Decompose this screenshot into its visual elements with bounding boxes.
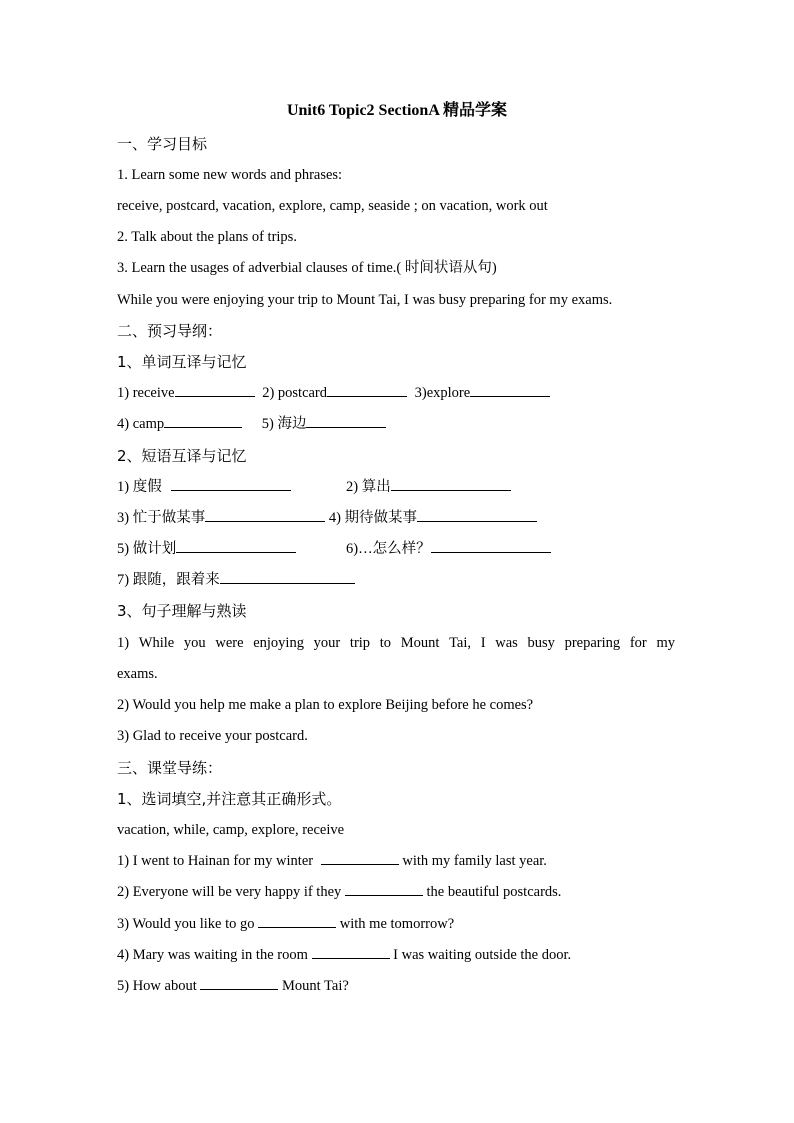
subheading-phrase-translation: 2、短语互译与记忆 [117, 447, 247, 465]
exercise-4 [117, 944, 571, 966]
phrase-item-label: 6)…怎么样？ [346, 541, 431, 557]
exercise-text: Mount Tai? [282, 978, 349, 994]
answer-blank[interactable] [312, 944, 390, 959]
sentence-word: my [656, 635, 675, 651]
exercise-text: 2) Everyone will be very happy if they [117, 884, 342, 900]
answer-blank[interactable] [470, 382, 550, 397]
phrase-item-label: 3) 忙于做某事 [117, 510, 206, 526]
sentence-1 [117, 632, 675, 654]
answer-blank[interactable] [205, 507, 325, 522]
exercise-text: the beautiful postcards. [426, 884, 562, 900]
objective-3-example: While you were enjoying your trip to Mount Tai, I was busy preparing for my exams. [117, 292, 613, 308]
section-heading-objectives: 一、学习目标 [117, 135, 208, 153]
sentence-1-continued: exams. [117, 666, 158, 682]
exercise-3 [117, 913, 454, 935]
exercise-text: with my family last year. [402, 853, 547, 869]
exercise-text: 1) I went to Hainan for my winter [117, 853, 314, 869]
exercise-text: I was waiting outside the door. [393, 947, 572, 963]
word-item-row-1 [117, 382, 550, 404]
objective-3: 3. Learn the usages of adverbial clauses of time.( 时间状语从句) [117, 260, 497, 276]
word-item-label: 3)explore [414, 385, 471, 401]
phrase-item-row-3 [117, 538, 296, 560]
phrase-item-label: 5) 做计划 [117, 541, 177, 557]
word-item-label: 4) camp [117, 416, 165, 432]
sentence-word: you [183, 635, 206, 651]
objective-2: 2. Talk about the plans of trips. [117, 229, 297, 245]
answer-blank[interactable] [327, 382, 407, 397]
section-heading-preview: 二、预习导纲： [117, 322, 223, 340]
sentence-word: busy [527, 635, 555, 651]
sentence-word: I [480, 635, 486, 651]
sentence-word: was [495, 635, 518, 651]
phrase-item-row-4 [117, 569, 355, 591]
answer-blank[interactable] [417, 507, 537, 522]
phrase-item-label: 2) 算出 [346, 479, 391, 495]
exercise-2 [117, 881, 561, 903]
sentence-word: were [215, 635, 244, 651]
exercise-text: 5) How about [117, 978, 197, 994]
answer-blank[interactable] [391, 476, 511, 491]
subheading-sentence-reading: 3、句子理解与熟读 [117, 602, 247, 620]
word-item-row-2 [117, 413, 386, 435]
phrase-item-label: 7) 跟随，跟着来 [117, 572, 220, 588]
phrase-item-row-3b [346, 538, 551, 560]
objective-1: 1. Learn some new words and phrases: [117, 167, 343, 183]
sentence-word: trip [349, 635, 371, 651]
sentence-word: your [313, 635, 341, 651]
sentence-word: 1) [117, 635, 130, 651]
sentence-word: Mount [400, 635, 440, 651]
exercise-text: 4) Mary was waiting in the room [117, 947, 308, 963]
answer-blank[interactable] [345, 881, 423, 896]
answer-blank[interactable] [176, 538, 296, 553]
sentence-word: Tai, [449, 635, 472, 651]
exercise-text: with me tomorrow? [339, 916, 455, 932]
phrase-item-label: 4) 期待做某事 [328, 510, 418, 526]
phrase-item-row-1b [346, 476, 511, 498]
answer-blank[interactable] [171, 476, 291, 491]
subheading-fill-blanks: 1、选词填空,并注意其正确形式。 [117, 790, 342, 808]
phrase-item-row-1 [117, 476, 291, 498]
subheading-word-translation: 1、单词互译与记忆 [117, 353, 247, 371]
exercise-5 [117, 975, 349, 997]
sentence-word: to [379, 635, 392, 651]
exercise-1 [117, 850, 547, 872]
sentence-3: 3) Glad to receive your postcard. [117, 728, 308, 744]
section-heading-practice: 三、课堂导练： [117, 759, 223, 777]
answer-blank[interactable] [306, 413, 386, 428]
answer-blank[interactable] [200, 975, 278, 990]
sentence-word: While [138, 635, 175, 651]
word-bank: vacation, while, camp, explore, receive [117, 822, 345, 838]
answer-blank[interactable] [220, 569, 355, 584]
word-item-label: 2) postcard [262, 385, 328, 401]
phrase-item-label: 1) 度假 [117, 479, 162, 495]
answer-blank[interactable] [164, 413, 242, 428]
word-item-label: 5) 海边 [261, 416, 307, 432]
page-title: Unit6 Topic2 SectionA 精品学案 [286, 102, 508, 119]
objective-1-vocab: receive, postcard, vacation, explore, camp, seaside ; on vacation, work out [117, 198, 548, 214]
word-item-label: 1) receive [117, 385, 175, 401]
sentence-word: for [629, 635, 647, 651]
sentence-2: 2) Would you help me make a plan to explore Beijing before he comes? [117, 697, 534, 713]
answer-blank[interactable] [321, 850, 399, 865]
answer-blank[interactable] [431, 538, 551, 553]
sentence-word: enjoying [253, 635, 304, 651]
answer-blank[interactable] [258, 913, 336, 928]
answer-blank[interactable] [175, 382, 255, 397]
phrase-item-row-2 [117, 507, 537, 529]
sentence-word: preparing [564, 635, 621, 651]
exercise-text: 3) Would you like to go [117, 916, 255, 932]
